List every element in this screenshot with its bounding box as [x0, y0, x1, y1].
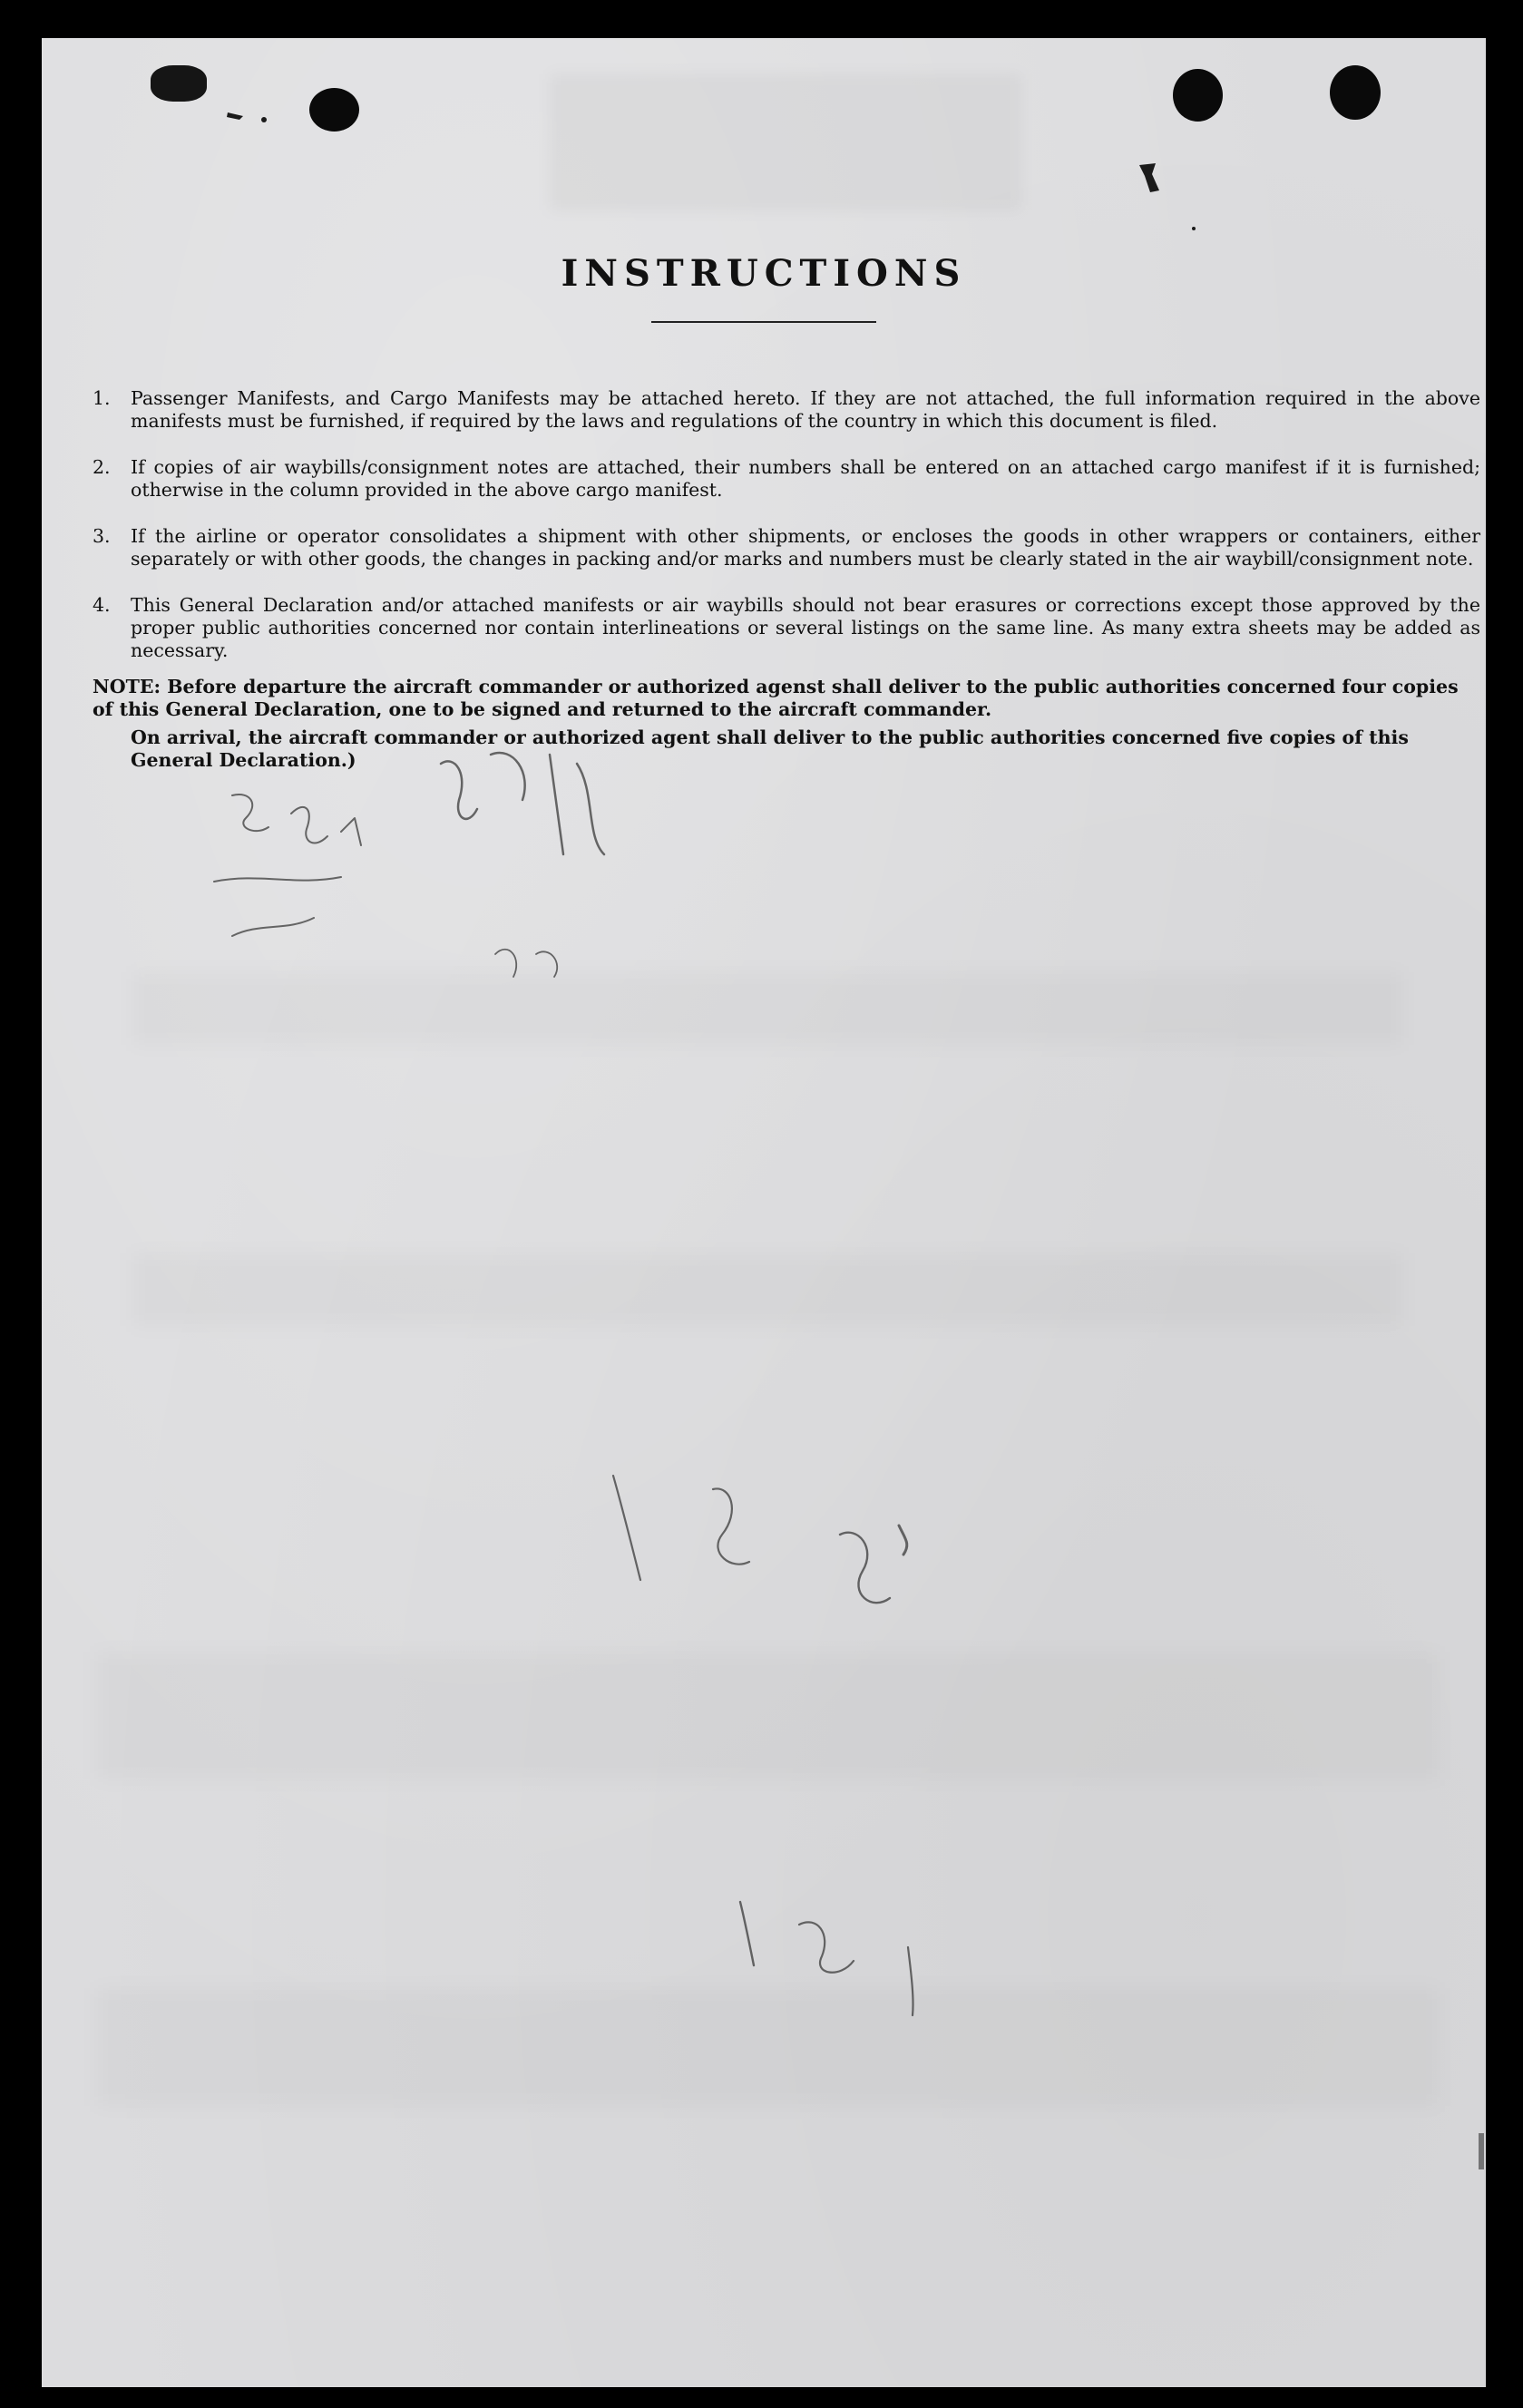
item-number: 1. [93, 387, 111, 409]
document-page [42, 38, 1486, 2387]
item-text: Passenger Manifests, and Cargo Manifests may be attached hereto. If they are not attached, the full information required in the above manifests must be furnished, if required by the laws and regulations of the country in which this document is filed. [131, 387, 1480, 432]
handwritten-marks [42, 38, 1486, 2387]
page-title: INSTRUCTIONS [561, 252, 967, 295]
item-text: This General Declaration and/or attached manifests or air waybills should not bear erasures or corrections except those approved by the proper public authorities concerned nor contain interlineations or several listings on the same line. As many extra sheets may be added as necessary. [131, 594, 1480, 661]
note-departure-text: Before departure the aircraft commander or authorized agenst shall deliver to the public authorities concerned four copies of this General Declaration, one to be signed and returned to the aircraft commander. [93, 676, 1459, 720]
item-number: 4. [93, 594, 111, 616]
item-number: 3. [93, 525, 111, 547]
item-text: If the airline or operator consolidates a shipment with other shipments, or encloses the goods in other wrappers or containers, either separately or with other goods, the changes in packing and/or marks and numbers must be clearly stated in the air waybill/consignment note. [131, 525, 1480, 570]
note-label: NOTE: [93, 676, 161, 697]
item-number: 2. [93, 456, 111, 478]
scan-edge-mark [1479, 2133, 1484, 2169]
note-arrival-text: On arrival, the aircraft commander or authorized agent shall deliver to the public authorities concerned five copies of this General Declaration.) [131, 726, 1409, 771]
item-text: If copies of air waybills/consignment notes are attached, their numbers shall be entered on an attached cargo manifest if it is furnished; otherwise in the column provided in the above cargo manifest. [131, 456, 1480, 501]
